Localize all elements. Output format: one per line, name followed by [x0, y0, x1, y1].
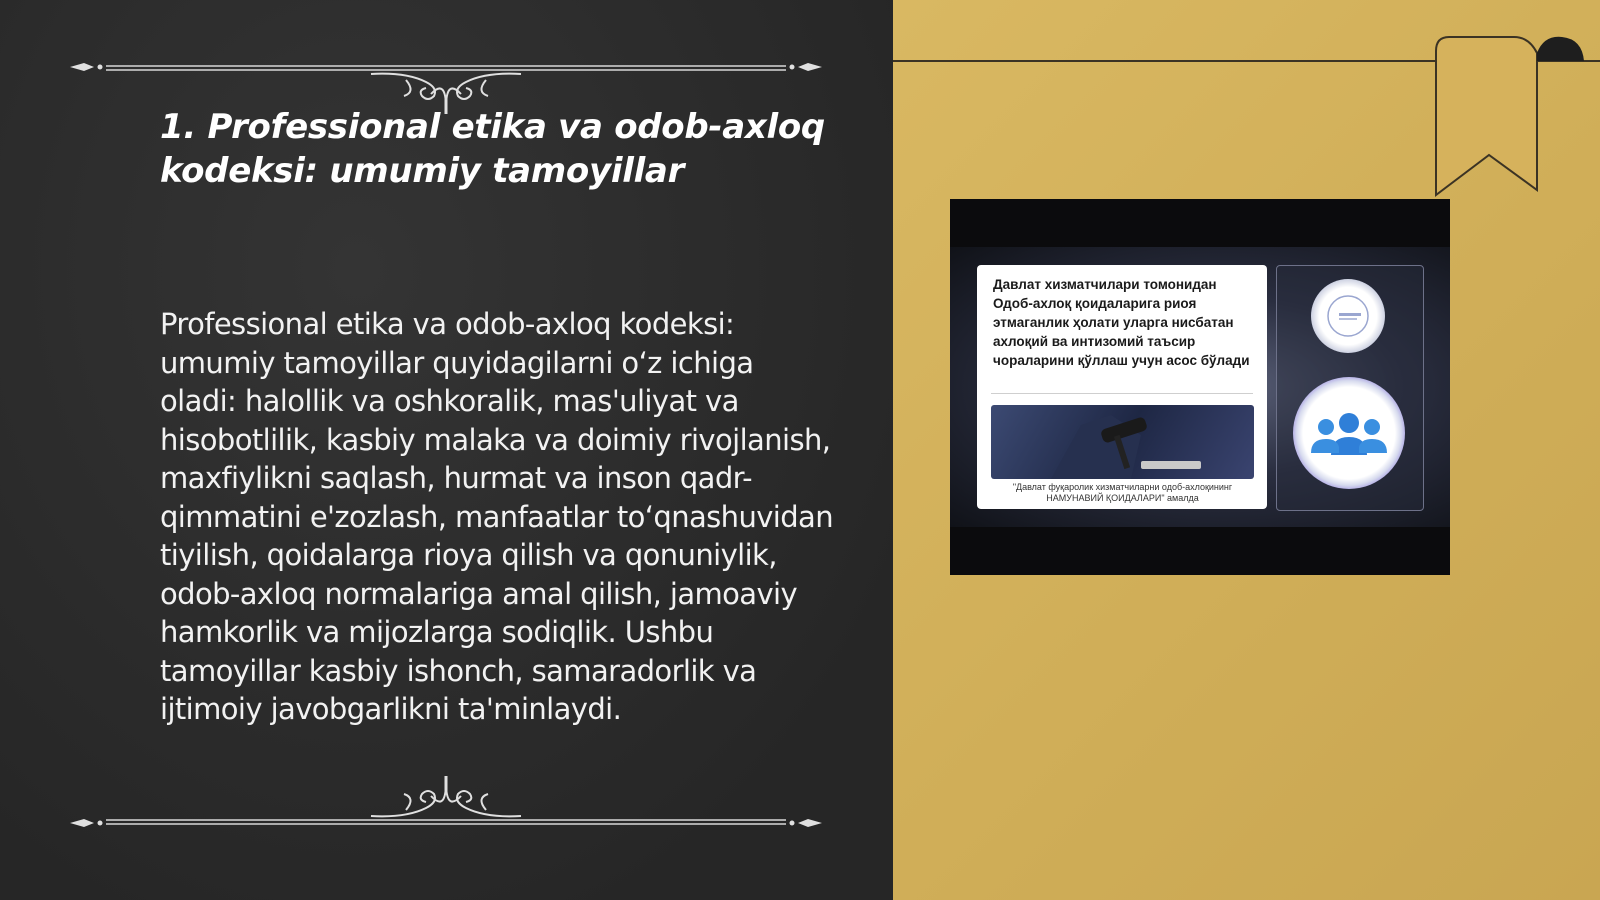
bookmark-ribbon-icon: [1434, 35, 1600, 200]
slide-title: 1. Professional etika va odob-axloq kodeksi: umumiy tamoyillar: [160, 107, 825, 191]
card-text: Давлат хизматчилари томонидан Одоб-ахлоқ қоидаларига риоя этмаганлик ҳолати уларга нисбатан ахлоқий ва интизомий таъсир чораларини қўллаш учун асос бўлади: [993, 277, 1250, 368]
gavel-photo: [991, 405, 1254, 479]
card-divider: [991, 393, 1253, 394]
embedded-image: [950, 199, 1450, 575]
info-card: [977, 265, 1267, 509]
card-caption: "Давлат фуқаролик хизматчиларни одоб-ахлоқининг НАМУНАВИЙ ҚОИДАЛАРИ" амалда: [1012, 482, 1233, 503]
emblem-icon: [1311, 279, 1385, 353]
slide-body-text: Professional etika va odob-axloq kodeksi: umumiy tamoyillar quyidagilarni o‘z ichiga oladi: halollik va oshkoralik, mas'uliyat va hisobotlilik, kasbiy malaka va doimiy rivojlanish, maxfiylikni saqlash, hurmat va inson qadr-qimmatini e'zozlash, manfaatlar to‘qnashuvidan tiyilish, qoidalarga rioya qilish va qonuniylik, odob-axloq normalariga amal qilish, jamoaviy hamkorlik va mijozlarga sodiqlik. Ushbu tamoyillar kasbiy ishonch, samaradorlik va ijtimoiy javobgarlikni ta'minlaydi.: [160, 307, 834, 726]
gavel-icon: [991, 405, 1254, 479]
ornament-divider-bottom: [66, 772, 826, 832]
group-people-icon: [1293, 377, 1405, 489]
